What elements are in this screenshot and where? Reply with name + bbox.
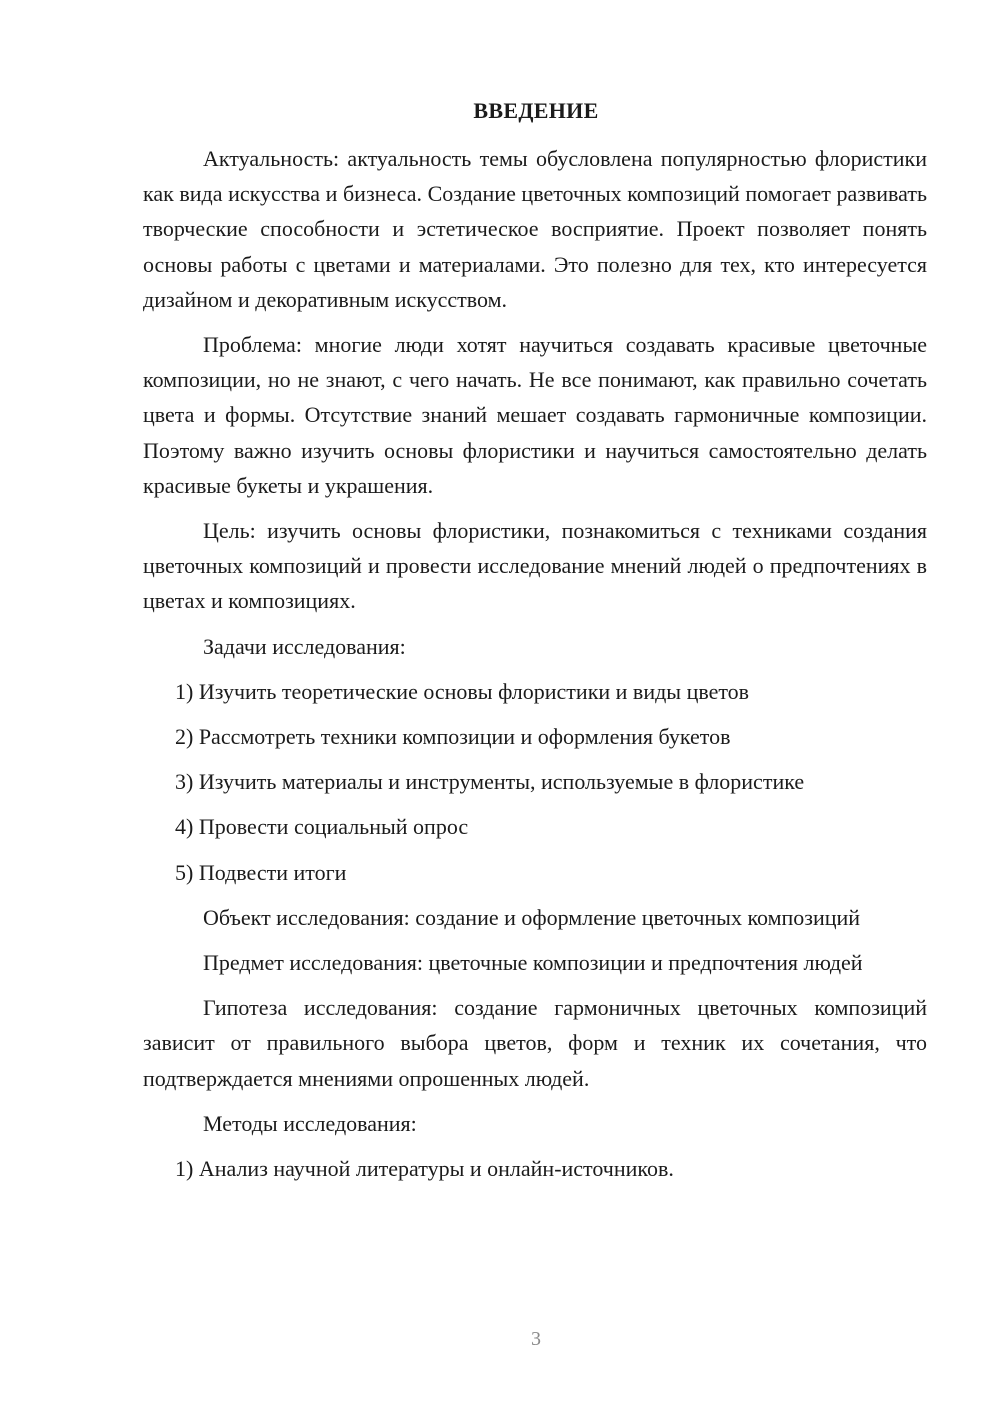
tasks-title: Задачи исследования: bbox=[203, 633, 406, 659]
task-item: 3) Изучить материалы и инструменты, используемые в флористике bbox=[175, 769, 805, 795]
paragraph-problem: Проблема: многие люди хотят научиться создавать красивые цветочные композиции, но не знают, с чего начать. Не все понимают, как правильно сочетать цвета и формы. Отсутствие знаний мешает создавать гармоничные композиции. Поэтому важно изучить основы флористики и научиться самостоятельно делать красивые букеты и украшения. bbox=[143, 332, 927, 498]
document-body bbox=[143, 141, 927, 1196]
methods-title: Методы исследования: bbox=[203, 1110, 417, 1136]
paragraph-object: Объект исследования: создание и оформление цветочных композиций bbox=[203, 904, 861, 930]
task-item: 1) Изучить теоретические основы флористики и виды цветов bbox=[175, 678, 750, 704]
task-item: 2) Рассмотреть техники композиции и оформления букетов bbox=[175, 724, 731, 750]
paragraph-hypothesis: Гипотеза исследования: создание гармоничных цветочных композиций зависит от правильного выбора цветов, форм и техник их сочетания, что подтверждается мнениями опрошенных людей. bbox=[143, 995, 927, 1091]
paragraph-relevance: Актуальность: актуальность темы обусловлена популярностью флористики как вида искусства и бизнеса. Создание цветочных композиций помогает развивать творческие способности и эстетическое восприятие. Проект позволяет понять основы работы с цветами и материалами. Это полезно для тех, кто интересуется дизайном и декоративным искусством. bbox=[143, 146, 927, 312]
task-item: 5) Подвести итоги bbox=[175, 859, 347, 885]
method-item: 1) Анализ научной литературы и онлайн-источников. bbox=[175, 1156, 674, 1182]
page-heading: ВВЕДЕНИЕ bbox=[473, 98, 599, 123]
page-number: 3 bbox=[531, 1328, 541, 1350]
task-item: 4) Провести социальный опрос bbox=[175, 814, 469, 840]
paragraph-subject: Предмет исследования: цветочные композиции и предпочтения людей bbox=[203, 950, 863, 976]
paragraph-goal: Цель: изучить основы флористики, познакомиться с техниками создания цветочных композиций и провести исследование мнений людей о предпочтениях в цветах и композициях. bbox=[143, 518, 927, 614]
